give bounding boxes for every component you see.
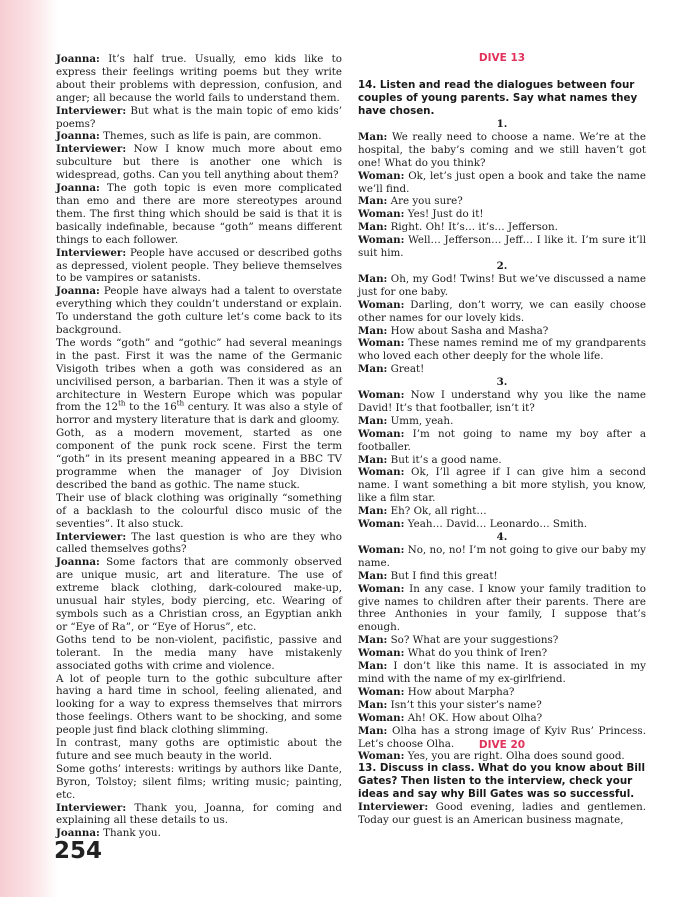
dialogue-line: Woman: Yeah… David… Leonardo… Smith. [358,518,588,531]
dialogue-4-number: 4. [496,531,508,543]
dialogue-line: Man: Isn’t this your sister’s name? [358,698,542,711]
dialogue-line: Woman: Ok, I’ll agree if I can give him a second name. I want something a bit more stylish, you know, like a film star. [358,466,646,505]
left-para-5: Interviewer: People have accused or described goths as depressed, violent people. They believe themselves to be vampires or satanists. [56,246,342,285]
dialogue-line: Man: How about Sasha and Masha? [358,324,549,337]
dialogue-line: Woman: Yes, you are right. Olha does sound good. [358,750,625,763]
dialogue-line: Woman: How about Marpha? [358,685,515,698]
dialogue-line: Woman: In any case. I know your family tradition to give names to children after their parents. There are three Anthonies in your family, I suppose that’s enough. [358,582,646,634]
dive13-task: 14. Listen and read the dialogues between four couples of young parents. Say what names they have chosen. [358,79,638,117]
left-para-2: Joanna: Themes, such as life is pain, are common. [56,130,322,143]
dialogue-line: Man: But I find this great! [358,569,498,582]
left-para-9: Their use of black clothing was originally “something of a backlash to the colourful disco music of the seventies”. It also stuck. [56,491,342,530]
dialogue-line: Woman: Darling, don’t worry, we can easily choose other names for our lovely kids. [358,298,646,324]
dialogue-line: Woman: Ok, let’s just open a book and take the name we’ll find. [358,169,646,195]
right-column [358,79,646,763]
dive20-task: 13. Discuss in class. What do you know about Bill Gates? Then listen to the interview, check your ideas and say why Bill Gates was so successful. [358,762,645,800]
left-para-17: Joanna: Thank you. [56,827,161,840]
page-number: 254 [54,838,103,864]
left-para-12: Goths tend to be non-violent, pacifistic, passive and tolerant. In the media many have mistakenly associated goths with crime and violence. [56,633,342,672]
left-para-0: Joanna: It’s half true. Usually, emo kids like to express their feelings writing poems but they write about their problems with depression, confusion, and anger; all because the world fails to understand them. [56,53,342,104]
dialogue-line: Man: Great! [358,363,425,376]
dialogue-line: Man: Are you sure? [358,195,463,208]
left-para-7: The words “goth” and “gothic” had several meanings in the past. First it was the name of the Germanic Visigoth tribes when a goth was considered as an uncivilised person, a barbarian. Then it was a style of architecture in Western Europe which was popular from the 12th to the 16th century. It was also a style of horror and mystery literature that is dark and gloomy. [56,336,343,427]
page-edge-decoration [0,0,58,897]
left-para-10: Interviewer: The last question is who are they who called themselves goths? [56,530,342,556]
dialogue-line: Man: We really need to choose a name. We’re at the hospital, the baby’s coming and we still haven’t got one! What do you think? [358,130,646,169]
dialogue-3-number: 3. [496,376,508,389]
dialogue-line: Woman: Yes! Just do it! [358,208,484,221]
dive20-heading: DIVE 20 [478,739,526,751]
left-para-3: Interviewer: Now I know much more about emo subculture but there is another one which is widespread, goths. Can you tell anything about them? [56,143,342,182]
dialogue-line: Woman: Now I understand why you like the name David! It’s that footballer, isn’t it? [358,389,646,414]
dialogue-line: Man: Umm, yeah. [358,414,454,427]
left-column [56,53,342,840]
left-para-1: Interviewer: But what is the main topic of emo kids’ poems? [56,104,342,130]
dialogue-line: Man: Olha has a strong image of Kyiv Rus’ Princess. Let’s choose Olha. [358,724,646,750]
dive20-line: Interviewer: Good evening, ladies and gentlemen. Today our guest is an American business magnate, [358,801,646,826]
dialogue-line: Woman: No, no, no! I’m not going to give our baby my name. [358,543,646,569]
dialogue-line: Man: Right. Oh! It’s… it’s… Jefferson. [358,221,558,234]
left-para-14: In contrast, many goths are optimistic about the future and see much beauty in the world. [56,737,342,762]
dialogue-line: Man: But it’s a good name. [358,453,502,466]
dialogue-2-number: 2. [496,259,508,272]
left-para-16: Interviewer: Thank you, Joanna, for coming and explaining all these details to us. [56,801,342,827]
left-para-15: Some goths’ interests: writings by authors like Dante, Byron, Tolstoy; silent films; writing music; painting, etc. [56,762,342,801]
dialogue-line: Man: Eh? Ok, all right… [358,505,487,518]
left-para-4: Joanna: The goth topic is even more complicated than emo and there are more stereotypes around them. The first thing which should be said is that it is basically indefinable, because “goth” means different things to each follower. [56,182,342,246]
dialogue-line: Woman: Well… Jefferson… Jeff… I like it. I’m sure it’ll suit him. [358,234,646,260]
dialogue-line: Woman: Ah! OK. How about Olha? [358,711,543,724]
left-para-11: Joanna: Some factors that are commonly observed are unique music, art and literature. The use of extreme black clothing, dark-coloured make-up, unusual hair styles, body piercing, etc. Wearing of symbols such as a Christian cross, an Egyptian ankh or “Eye of Ra”, or “Eye of Horus”, etc. [56,556,342,633]
left-para-13: A lot of people turn to the gothic subculture after having a hard time in school, feeling alienated, and looking for a way to express themselves that mirrors those feelings. Others want to be shocking, and some people just find black clothing slimming. [56,672,342,737]
dive20-section [358,762,646,827]
dialogue-line: Man: I don’t like this name. It is associated in my mind with the name of my ex-girlfriend. [358,660,646,685]
dialogue-line: Woman: These names remind me of my grandparents who loved each other deeply for the whole life. [358,337,646,363]
dialogue-line: Woman: What do you think of Iren? [358,647,548,660]
dive13-heading: DIVE 13 [478,52,526,64]
dialogue-line: Woman: I’m not going to name my boy after a footballer. [358,427,646,453]
left-para-8: Goth, as a modern movement, started as one component of the punk rock scene. First the term “goth” in its present meaning appeared in a BBC TV programme when the manager of Joy Division described the band as gothic. The name stuck. [56,427,342,491]
dialogue-line: Man: Oh, my God! Twins! But we’ve discussed a name just for one baby. [358,272,646,298]
left-para-6: Joanna: People have always had a talent to overstate everything which they couldn’t understand or explain. To understand the goth culture let’s come back to its background. [56,285,342,337]
dialogue-line: Man: So? What are your suggestions? [358,634,559,647]
dialogue-1-number: 1. [496,118,508,130]
